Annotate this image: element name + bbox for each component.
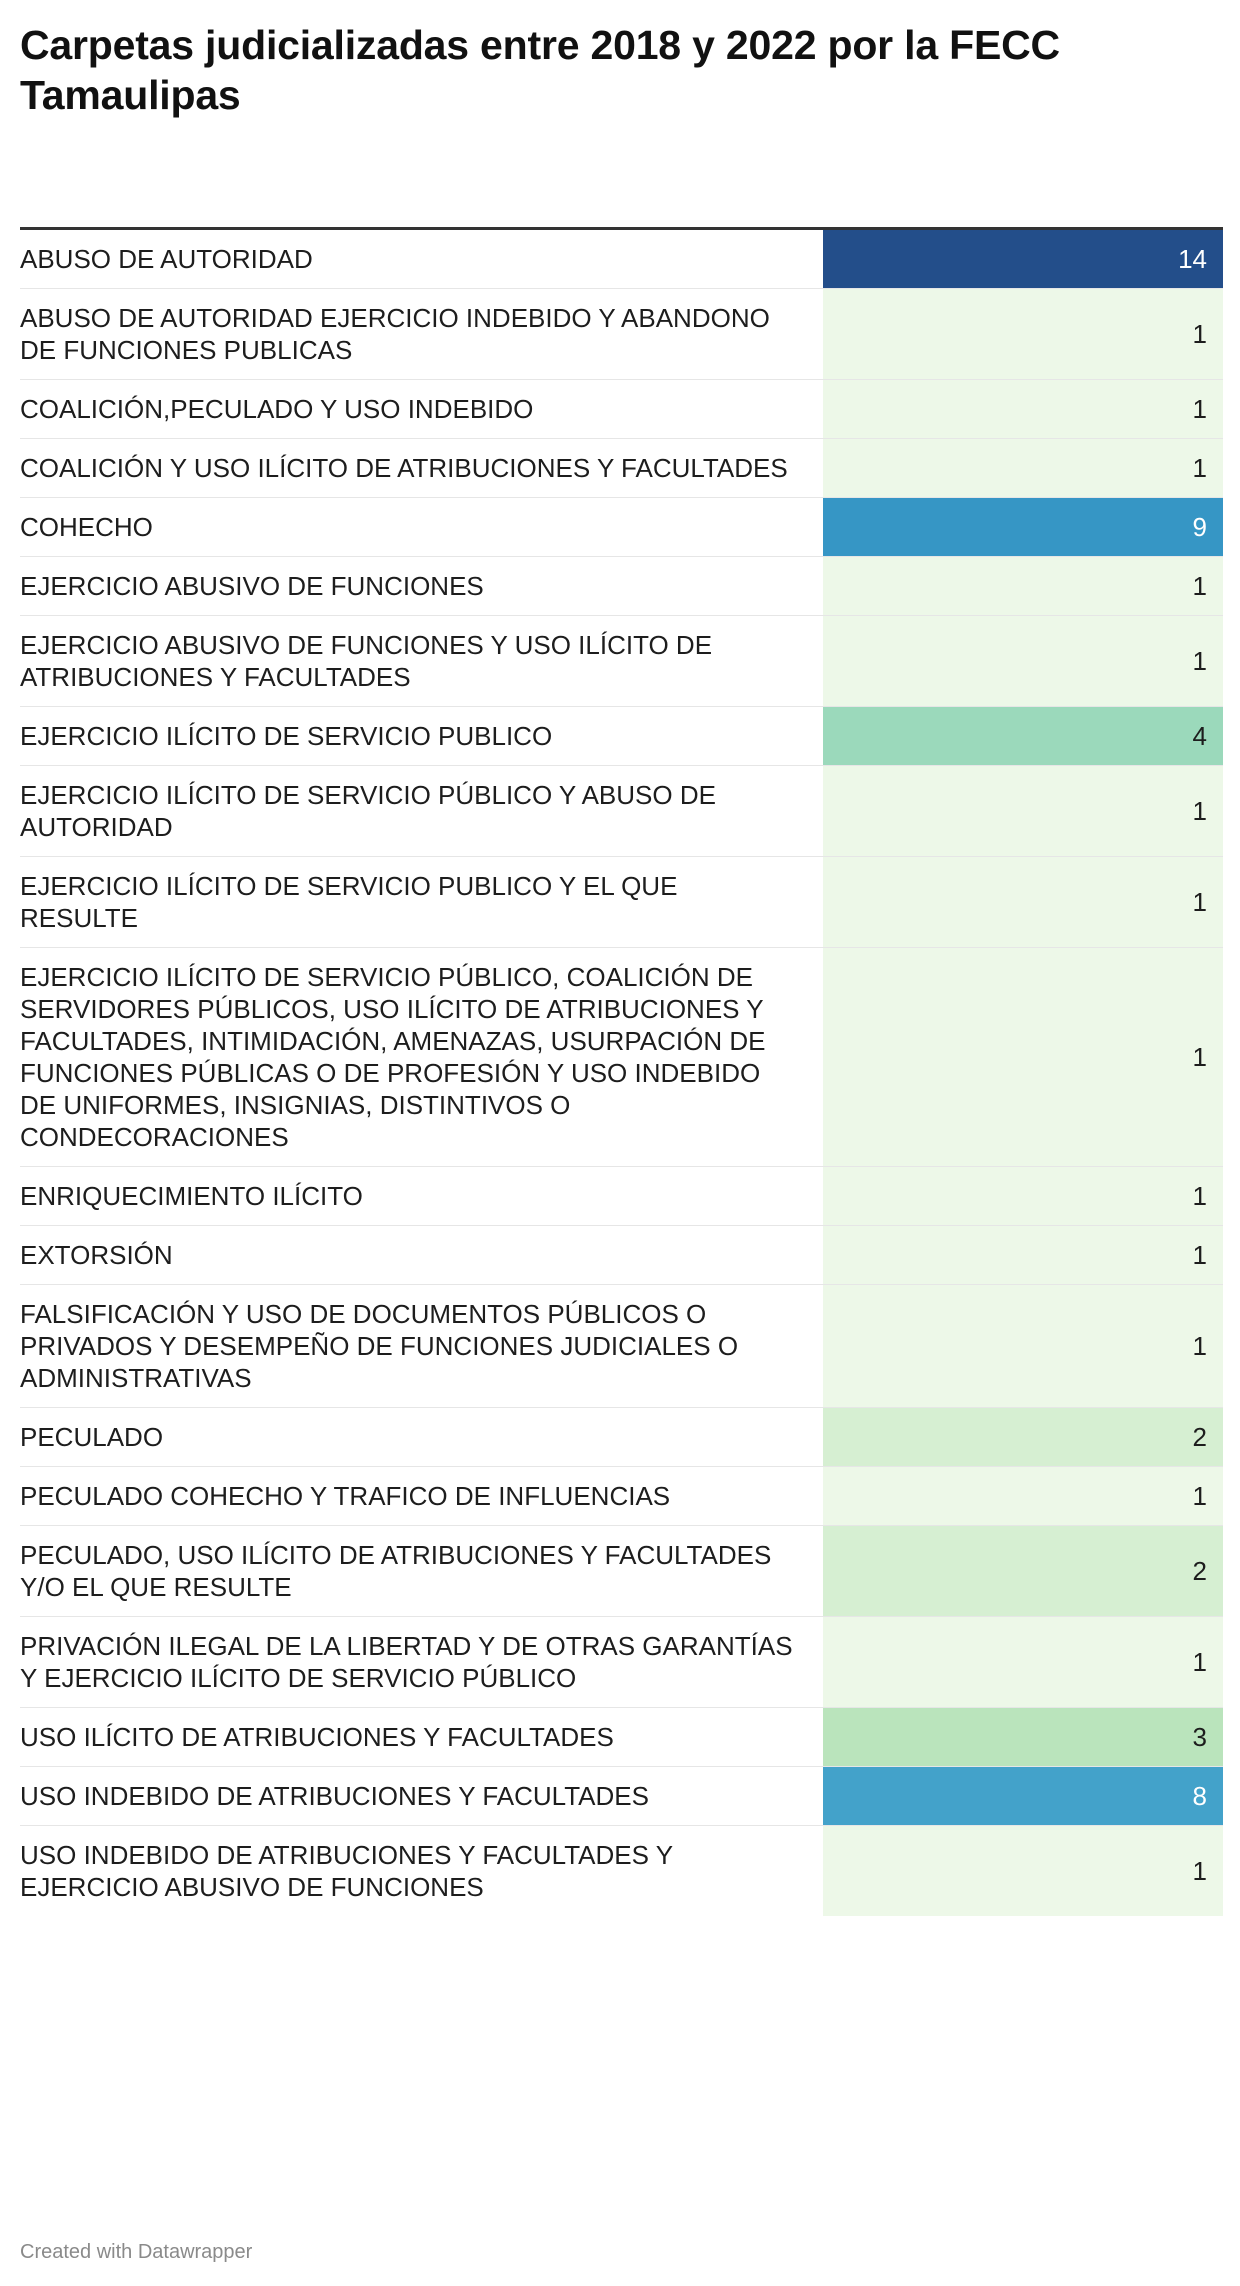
row-label: ABUSO DE AUTORIDAD (20, 244, 313, 274)
table-row (20, 1467, 1223, 1526)
row-value: 1 (823, 1617, 1223, 1707)
table-row (20, 1226, 1223, 1285)
table-row (20, 498, 1223, 557)
row-label: USO INDEBIDO DE ATRIBUCIONES Y FACULTADES (20, 1781, 649, 1811)
table-row (20, 1826, 1223, 1916)
row-label: COALICIÓN,PECULADO Y USO INDEBIDO (20, 394, 534, 424)
row-label: COALICIÓN Y USO ILÍCITO DE ATRIBUCIONES Y FACULTADES (20, 453, 788, 483)
row-value: 1 (823, 766, 1223, 856)
table-row (20, 1167, 1223, 1226)
table-row (20, 439, 1223, 498)
table-row (20, 948, 1223, 1167)
table-row (20, 289, 1223, 380)
table-row (20, 1526, 1223, 1617)
row-label: EJERCICIO ILÍCITO DE SERVICIO PÚBLICO Y ABUSO DE AUTORIDAD (20, 780, 716, 842)
row-label: EJERCICIO ILÍCITO DE SERVICIO PÚBLICO, COALICIÓN DE SERVIDORES PÚBLICOS, USO ILÍCITO DE ATRIBUCIONES Y FACULTADES, INTIMIDACIÓN, AMENAZAS, USURPACIÓN DE FUNCIONES PÚBLICAS O DE PROFESIÓN Y USO INDEBIDO DE UNIFORMES, INSIGNIAS, DISTINTIVOS O CONDECORACIONES (20, 962, 766, 1152)
row-value: 1 (823, 557, 1223, 615)
row-value: 1 (823, 616, 1223, 706)
row-value: 2 (823, 1408, 1223, 1466)
row-label: COHECHO (20, 512, 153, 542)
table-row (20, 380, 1223, 439)
row-value: 1 (823, 439, 1223, 497)
row-label: EXTORSIÓN (20, 1240, 173, 1270)
footer-credit[interactable]: Created with Datawrapper (20, 2241, 253, 2263)
row-value: 14 (823, 230, 1223, 288)
table-row (20, 230, 1223, 289)
row-value: 1 (823, 1467, 1223, 1525)
row-label: EJERCICIO ILÍCITO DE SERVICIO PUBLICO (20, 721, 553, 751)
table-row (20, 557, 1223, 616)
row-value: 1 (823, 380, 1223, 438)
row-value: 1 (823, 857, 1223, 947)
row-label: ABUSO DE AUTORIDAD EJERCICIO INDEBIDO Y ABANDONO DE FUNCIONES PUBLICAS (20, 303, 770, 365)
row-value: 2 (823, 1526, 1223, 1616)
row-value: 9 (823, 498, 1223, 556)
table-row (20, 1408, 1223, 1467)
row-label: PRIVACIÓN ILEGAL DE LA LIBERTAD Y DE OTRAS GARANTÍAS Y EJERCICIO ILÍCITO DE SERVICIO PÚBLICO (20, 1631, 793, 1693)
table-row (20, 707, 1223, 766)
data-table (20, 227, 1223, 1916)
row-value: 1 (823, 948, 1223, 1166)
row-value: 1 (823, 1226, 1223, 1284)
row-value: 1 (823, 1285, 1223, 1407)
table-row (20, 1617, 1223, 1708)
table-row (20, 616, 1223, 707)
table-row (20, 857, 1223, 948)
row-label: EJERCICIO ILÍCITO DE SERVICIO PUBLICO Y EL QUE RESULTE (20, 871, 678, 933)
row-label: EJERCICIO ABUSIVO DE FUNCIONES (20, 571, 484, 601)
row-label: ENRIQUECIMIENTO ILÍCITO (20, 1181, 363, 1211)
row-label: FALSIFICACIÓN Y USO DE DOCUMENTOS PÚBLICOS O PRIVADOS Y DESEMPEÑO DE FUNCIONES JUDICIALES O ADMINISTRATIVAS (20, 1299, 739, 1393)
row-label: PECULADO (20, 1422, 164, 1452)
table-row (20, 766, 1223, 857)
table-row (20, 1708, 1223, 1767)
row-label: PECULADO COHECHO Y TRAFICO DE INFLUENCIAS (20, 1481, 671, 1511)
row-value: 1 (823, 289, 1223, 379)
row-value: 1 (823, 1826, 1223, 1916)
table-row (20, 1285, 1223, 1408)
chart-container (20, 0, 1223, 2263)
row-value: 1 (823, 1167, 1223, 1225)
chart-title: Carpetas judicializadas entre 2018 y 2022 por la FECC Tamaulipas (20, 22, 1060, 118)
table-row (20, 1767, 1223, 1826)
row-value: 4 (823, 707, 1223, 765)
row-label: USO INDEBIDO DE ATRIBUCIONES Y FACULTADES Y EJERCICIO ABUSIVO DE FUNCIONES (20, 1840, 673, 1902)
row-value: 3 (823, 1708, 1223, 1766)
row-label: USO ILÍCITO DE ATRIBUCIONES Y FACULTADES (20, 1722, 614, 1752)
row-label: PECULADO, USO ILÍCITO DE ATRIBUCIONES Y FACULTADES Y/O EL QUE RESULTE (20, 1540, 772, 1602)
row-label: EJERCICIO ABUSIVO DE FUNCIONES Y USO ILÍCITO DE ATRIBUCIONES Y FACULTADES (20, 630, 713, 692)
row-value: 8 (823, 1767, 1223, 1825)
